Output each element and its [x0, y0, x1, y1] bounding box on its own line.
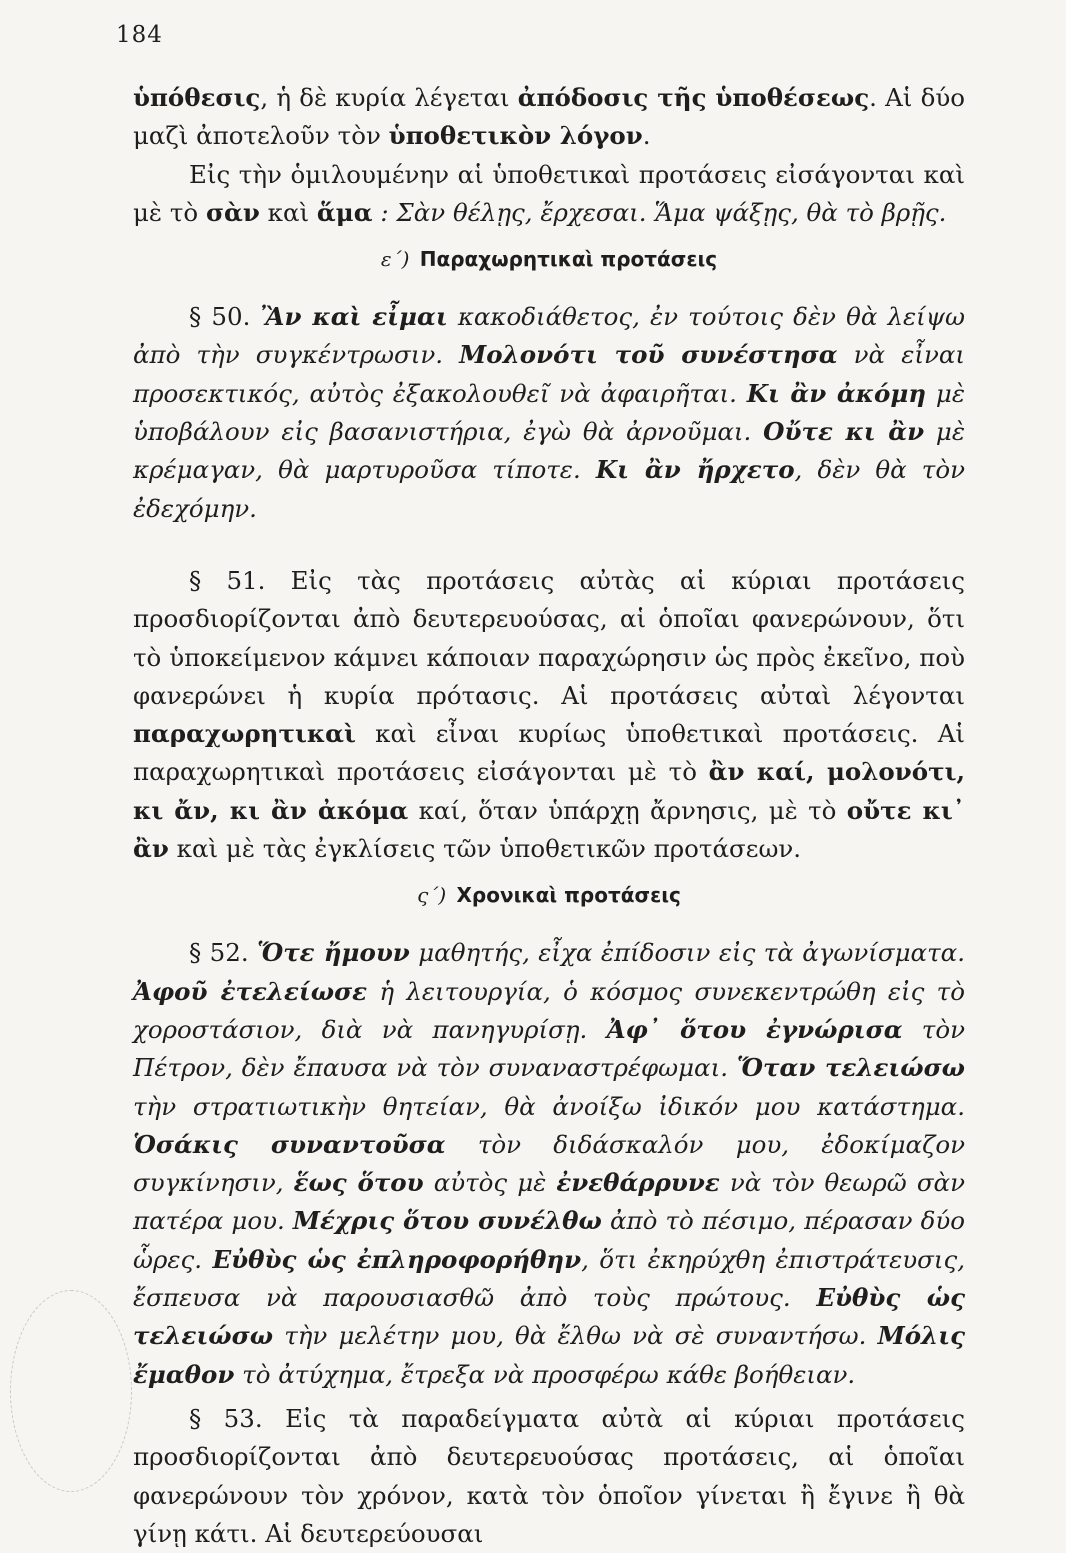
- bold-term: Ὁσάκις συναντοῦσα: [133, 1129, 446, 1159]
- bold-term: ὑποθετικὸν λόγον: [388, 121, 643, 151]
- paragraph-53: [133, 1400, 965, 1553]
- bold-term: οὔτε κι᾽ ἂν: [133, 795, 966, 864]
- paragraph-number: § 51.: [189, 565, 266, 595]
- bold-term: Οὔτε κι ἂν: [763, 417, 925, 447]
- bold-term: Ἀφ᾽ ὅτου ἐγνώρισα: [606, 1014, 903, 1044]
- paragraph-number: § 53.: [189, 1403, 263, 1433]
- body-text: Εἰς τὰς προτάσεις αὐτὰς αἱ κύριαι προτάσεις προσδιορίζονται ἀπὸ δευτερευούσας, αἱ ὁποῖαι φανερώνουν, ὅτι τὸ ὑποκείμενον κάμνει κάποιαν παραχώρησιν ὡς πρὸς ἐκεῖνο, ποὺ φανερώνει ἡ κυρία πρότασις. Αἱ προτάσεις αὐταὶ λέγονται: [133, 565, 965, 710]
- body-text: Εἰς τὴν ὁμιλουμένην αἱ ὑποθετικαὶ προτάσεις εἰσάγονται καὶ μὲ τὸ: [133, 159, 965, 227]
- bold-term: Μολονότι τοῦ συνέστησα: [459, 340, 838, 370]
- bold-term: ἅμα: [316, 197, 373, 227]
- bold-term: Εὐθὺς ὡς ἐπληροφορήθην: [212, 1244, 582, 1274]
- bold-term: ἕως ὅτου: [293, 1168, 424, 1198]
- body-text: , ἡ δὲ κυρία λέγεται: [260, 83, 518, 112]
- page-body: [133, 79, 965, 1553]
- body-text: καί, ὅταν ὑπάρχῃ ἄρνησις, μὲ τὸ: [408, 795, 847, 825]
- faded-stamp-mark: [10, 1290, 132, 1492]
- example-text: τὸν Πέτρον, δὲν ἔπαυσα νὰ τὸν συναναστρέφωμαι.: [133, 1014, 965, 1083]
- example-text: αὐτὸς μὲ: [423, 1168, 557, 1198]
- section-number: ε΄): [380, 247, 410, 272]
- section-title: Παραχωρητικαὶ προτάσεις: [419, 247, 718, 272]
- paragraph-hypothetical-end: [133, 79, 965, 156]
- example-text: : Σὰν θέλῃς, ἔρχεσαι. Ἅμα ψάξῃς, θὰ τὸ βρῇς.: [372, 197, 947, 227]
- bold-term: ὑπόθεσις: [133, 83, 261, 112]
- bold-term: Μόλις ἔμαθον: [133, 1321, 965, 1389]
- example-text: κακοδιάθετος, ἐν τούτοις δὲν θὰ λείψω ἀπὸ τὴν συγκέντρωσιν.: [133, 302, 965, 370]
- bold-term: Κι ἂν ἤρχετο: [595, 455, 795, 485]
- section-heading-temporal: [133, 882, 965, 908]
- paragraph-number: § 50.: [189, 302, 251, 332]
- paragraph-spoken-language: [133, 156, 965, 233]
- example-text: , δὲν θὰ τὸν ἐδεχόμην.: [133, 455, 965, 523]
- body-text: καὶ: [259, 197, 317, 227]
- bold-term: Κι ἂν ἀκόμη: [746, 378, 927, 408]
- body-text: . Αἱ δύο μαζὶ ἀποτελοῦν τὸν: [133, 83, 965, 151]
- paragraph-number: § 52.: [189, 938, 249, 968]
- bold-term: Ὅταν τελειώσω: [736, 1053, 965, 1083]
- spacer: [133, 528, 965, 562]
- bold-term: Εὐθὺς ὡς τελειώσω: [133, 1283, 965, 1351]
- bold-term: Ἀφοῦ ἐτελείωσε: [133, 976, 368, 1006]
- section-title: Χρονικαὶ προτάσεις: [456, 883, 681, 908]
- paragraph-52: [133, 934, 965, 1394]
- example-text: τὸ ἀτύχημα, ἔτρεξα νὰ προσφέρω κάθε βοήθειαν.: [234, 1359, 856, 1389]
- body-text: .: [642, 121, 651, 151]
- bold-term: Ἂν καὶ εἶμαι: [260, 302, 448, 332]
- section-heading-concessive: [133, 246, 965, 272]
- body-text: Εἰς τὰ παραδείγματα αὐτὰ αἱ κύριαι προτάσεις προσδιορίζονται ἀπὸ δευτερευούσας προτάσεις, αἱ ὁποῖαι φανερώνουν τὸν χρόνον, κατὰ τὸν ὁποῖον γίνεται ἢ ἔγινε ἢ θὰ γίνῃ κάτι. Αἱ δευτερεύουσαι: [133, 1403, 965, 1548]
- bold-term: ἀπόδοσις τῆς ὑποθέσεως: [517, 83, 870, 112]
- example-text: νὰ εἶναι προσεκτικός, αὐτὸς ἐξακολουθεῖ νὰ ἀφαιρῆται.: [133, 340, 965, 408]
- example-text: μαθητής, εἶχα ἐπίδοσιν εἰς τὰ ἀγωνίσματα.: [409, 938, 965, 968]
- example-text: τὴν μελέτην μου, θὰ ἔλθω νὰ σὲ συναντήσω.: [273, 1321, 878, 1351]
- bold-term: σὰν: [205, 197, 260, 227]
- example-text: ἀπὸ τὸ πέσιμο, πέρασαν δύο ὧρες.: [133, 1206, 965, 1274]
- paragraph-50: [133, 298, 965, 528]
- section-number: ς΄): [417, 883, 447, 908]
- bold-term: ἂν καί, μολονότι, κι ἄν, κι ἂν ἀκόμα: [133, 757, 965, 825]
- example-text: νὰ τὸν θεωρῶ σὰν πατέρα μου.: [133, 1168, 965, 1236]
- page-number: 184: [116, 22, 163, 48]
- example-text: μὲ ὑποβάλουν εἰς βασανιστήρια, ἐγὼ θὰ ἀρνοῦμαι.: [133, 378, 966, 447]
- body-text: καὶ μὲ τὰς ἐγκλίσεις τῶν ὑποθετικῶν προτάσεων.: [168, 834, 802, 864]
- example-text: μὲ κρέμαγαν, θὰ μαρτυροῦσα τίποτε.: [133, 417, 965, 485]
- paragraph-51: [133, 562, 965, 868]
- body-text: καὶ εἶναι κυρίως ὑποθετικαὶ προτάσεις. Αἱ παραχωρητικαὶ προτάσεις εἰσάγονται μὲ τὸ: [133, 719, 965, 787]
- bold-term: ἐνεθάρρυνε: [556, 1168, 720, 1198]
- bold-term: Ὅτε ἤμουν: [257, 938, 410, 968]
- example-text: , ὅτι ἐκηρύχθη ἐπιστράτευσις, ἔσπευσα νὰ παρουσιασθῶ ἀπὸ τοὺς πρώτους.: [133, 1244, 965, 1313]
- example-text: ἡ λειτουργία, ὁ κόσμος συνεκεντρώθη εἰς τὸ χοροστάσιον, διὰ νὰ πανηγυρίσῃ.: [133, 976, 965, 1044]
- example-text: τὸν διδάσκαλόν μου, ἐδοκίμαζον συγκίνησιν,: [133, 1129, 966, 1198]
- example-text: τὴν στρατιωτικὴν θητείαν, θὰ ἀνοίξω ἰδικόν μου κατάστημα.: [133, 1091, 965, 1121]
- bold-term: Μέχρις ὅτου συνέλθω: [292, 1206, 602, 1236]
- bold-term: παραχωρητικαὶ: [133, 719, 356, 749]
